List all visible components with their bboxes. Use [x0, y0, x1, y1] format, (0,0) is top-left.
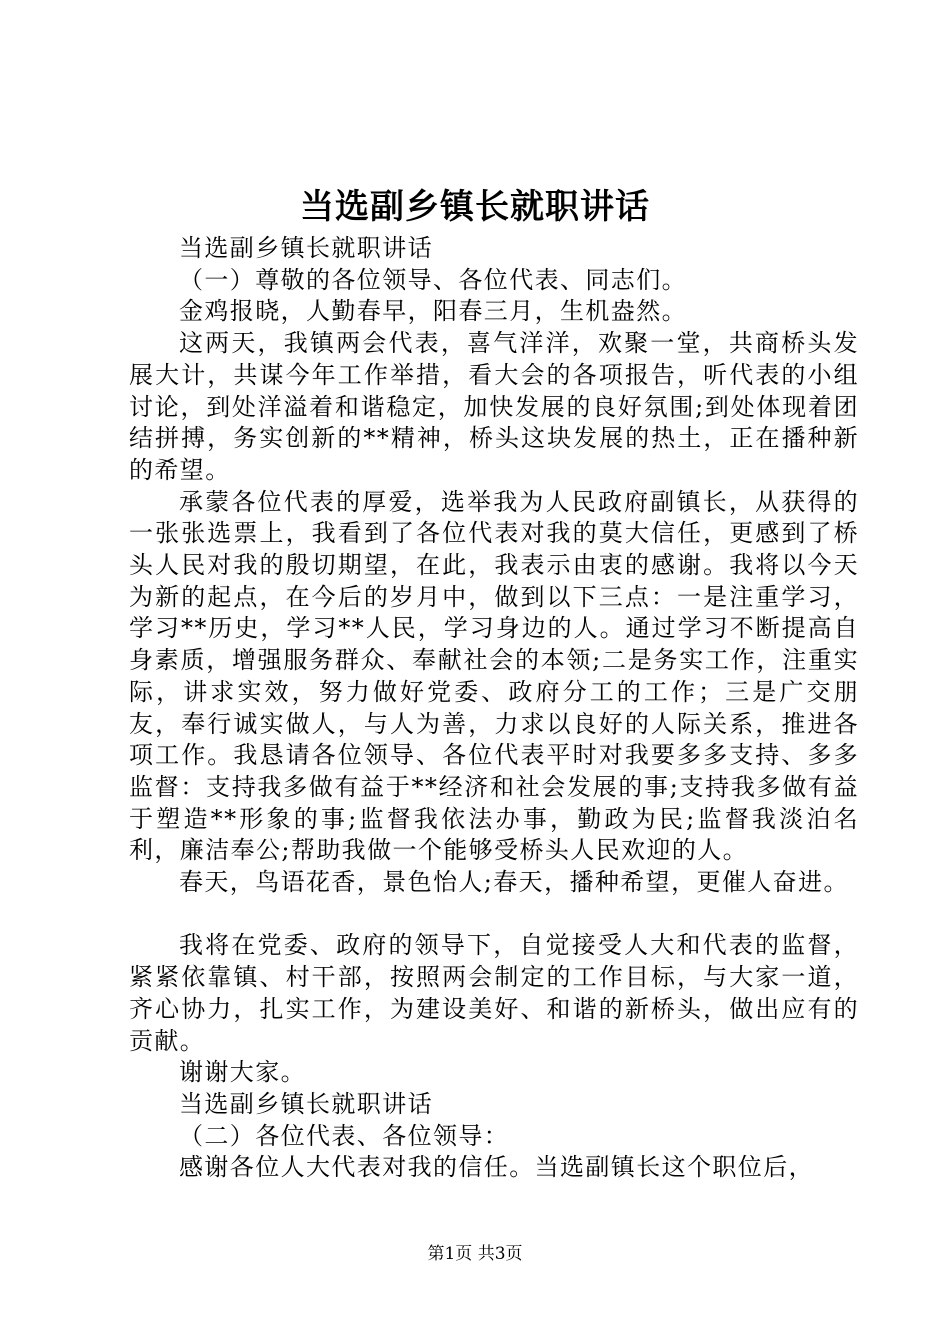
blank-line — [129, 899, 859, 931]
paragraph: 谢谢大家。 — [179, 1058, 306, 1087]
document-title: 当选副乡镇长就职讲话 — [300, 187, 650, 227]
paragraph: 承蒙各位代表的厚爱，选举我为人民政府副镇长，从获得的一张张选票上，我看到了各位代表对我的莫大信任，更感到了桥头人民对我的殷切期望，在此，我表示由衷的感谢。我将以今天为新的起点，在今后的岁月中，做到以下三点：一是注重学习，学习**历史，学习**人民，学习身边的人。通过学习不断提高自身素质，增强服务群众、奉献社会的本领;二是务实工作，注重实际，讲求实效，努力做好党委、政府分工的工作；三是广交朋友，奉行诚实做人，与人为善，力求以良好的人际关系，推进各项工作。我恳请各位领导、各位代表平时对我要多多支持、多多监督：支持我多做有益于**经济和社会发展的事;支持我多做有益于塑造**形象的事;监督我依法办事，勤政为民;监督我淡泊名利，廉洁奉公;帮助我做一个能够受桥头人民欢迎的人。 — [129, 487, 859, 865]
page-number-footer: 第1页 共3页 — [427, 1244, 523, 1264]
paragraph: 金鸡报晓，人勤春早，阳春三月，生机盎然。 — [179, 297, 687, 326]
paragraph: （二）各位代表、各位领导： — [179, 1121, 510, 1150]
paragraph: 当选副乡镇长就职讲话 — [179, 1089, 433, 1118]
paragraph: 这两天，我镇两会代表，喜气洋洋，欢聚一堂，共商桥头发展大计，共谋今年工作举措，看大会的各项报告，听代表的小组讨论，到处洋溢着和谐稳定，加快发展的良好氛围;到处体现着团结拼搏，务实创新的**精神，桥头这块发展的热土，正在播种新的希望。 — [129, 329, 859, 484]
paragraph: 当选副乡镇长就职讲话 — [179, 234, 433, 262]
paragraph: 感谢各位人大代表对我的信任。当选副镇长这个职位后， — [179, 1153, 814, 1182]
paragraph: （一）尊敬的各位领导、各位代表、同志们。 — [179, 265, 687, 294]
paragraph: 春天，鸟语花香，景色怡人;春天，播种希望，更催人奋进。 — [179, 868, 849, 897]
paragraph: 我将在党委、政府的领导下，自觉接受人大和代表的监督，紧紧依靠镇、村干部，按照两会制定的工作目标，与大家一道，齐心协力，扎实工作，为建设美好、和谐的新桥头，做出应有的贡献。 — [129, 931, 859, 1055]
document-body — [129, 233, 859, 1184]
